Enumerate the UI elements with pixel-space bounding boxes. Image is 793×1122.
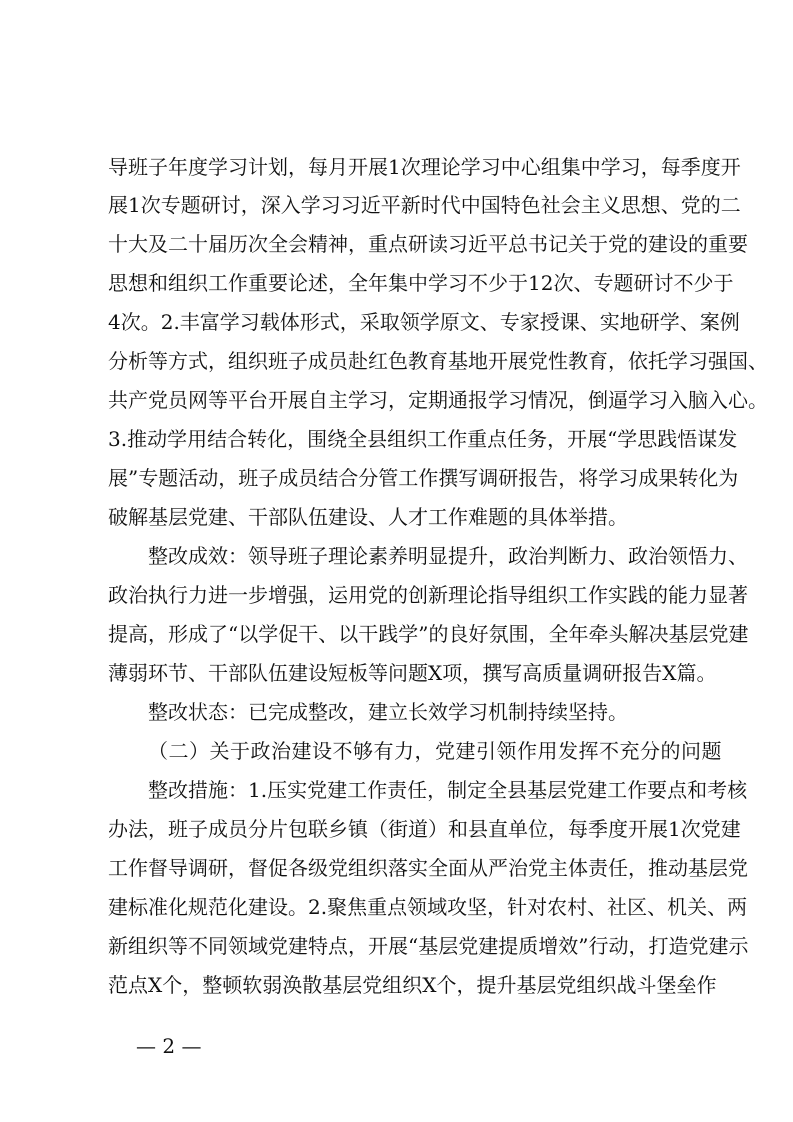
body-line-1: 导班子年度学习计划，每月开展1次理论学习中心组集中学习，每季度开 — [108, 155, 741, 179]
measures-line-6: 范点X个，整顿软弱涣散基层党组织X个，提升基层党组织战斗堡垒作 — [108, 973, 717, 997]
body-line-8: 3.推动学用结合转化，围绕全县组织工作重点任务，开展“学思践悟谋发 — [108, 427, 738, 451]
body-line-10: 破解基层党建、干部队伍建设、人才工作难题的具体举措。 — [108, 505, 628, 529]
body-line-2: 展1次专题研讨，深入学习习近平新时代中国特色社会主义思想、党的二 — [108, 193, 741, 217]
body-line-5: 4次。2.丰富学习载体形式，采取领学原文、专家授课、实地研学、案例 — [108, 310, 740, 334]
body-line-7: 共产党员网等平台开展自主学习，定期通报学习情况，倒逼学习入脑入心。 — [108, 388, 768, 412]
page-number: — 2 — — [136, 1034, 202, 1058]
rectification-results-line-3: 提高，形成了“以学促干、以干践学”的良好氛围，全年牵头解决基层党建 — [108, 622, 749, 646]
rectification-results-line-4: 薄弱环节、干部队伍建设短板等问题X项，撰写高质量调研报告X篇。 — [108, 661, 717, 685]
measures-line-5: 新组织等不同领域党建特点，开展“基层党建提质增效”行动，打造党建示 — [108, 934, 749, 958]
measures-line-3: 工作督导调研，督促各级党组织落实全面从严治党主体责任，推动基层党 — [108, 856, 748, 880]
measures-line-4: 建标准化规范化建设。2.聚焦重点领域攻坚，针对农村、社区、机关、两 — [108, 895, 748, 919]
section-heading-two: （二）关于政治建设不够有力，党建引领作用发挥不充分的问题 — [148, 739, 722, 763]
body-line-4: 思想和组织工作重要论述，全年集中学习不少于12次、专题研讨不少于 — [108, 271, 734, 295]
rectification-status-line: 整改状态：已完成整改，建立长效学习机制持续坚持。 — [148, 700, 628, 724]
measures-line-2: 办法，班子成员分片包联乡镇（街道）和县直单位，每季度开展1次党建 — [108, 817, 741, 841]
measures-line-1: 整改措施：1.压实党建工作责任，制定全县基层党建工作要点和考核 — [148, 778, 748, 802]
body-line-6: 分析等方式，组织班子成员赴红色教育基地开展党性教育，依托学习强国、 — [108, 349, 768, 373]
body-line-3: 十大及二十届历次全会精神，重点研读习近平总书记关于党的建设的重要 — [108, 232, 748, 256]
rectification-results-line-1: 整改成效：领导班子理论素养明显提升，政治判断力、政治领悟力、 — [148, 544, 748, 568]
body-line-9: 展”专题活动，班子成员结合分管工作撰写调研报告，将学习成果转化为 — [108, 466, 739, 490]
rectification-results-line-2: 政治执行力进一步增强，运用党的创新理论指导组织工作实践的能力显著 — [108, 583, 748, 607]
